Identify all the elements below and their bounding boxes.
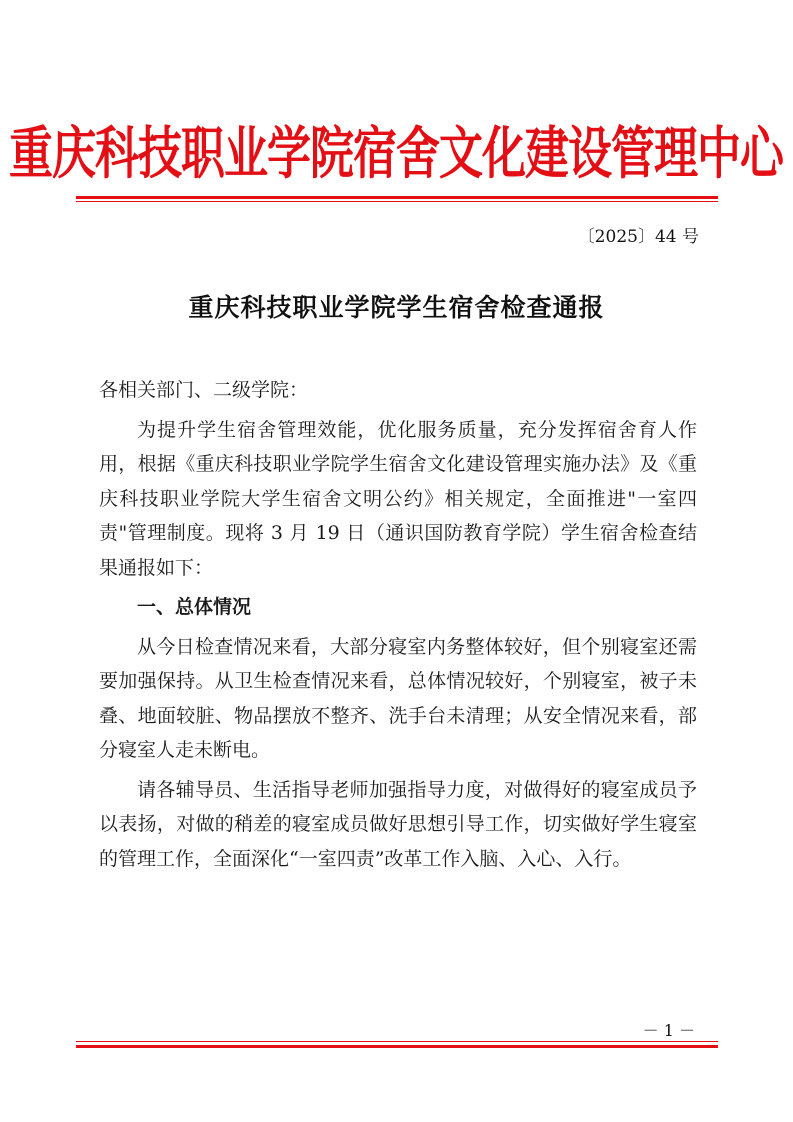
section-heading-overall: 一、总体情况 — [137, 596, 252, 618]
document-body — [99, 373, 697, 881]
paragraph-intro: 为提升学生宿舍管理效能，优化服务质量，充分发挥宿舍育人作用，根据《重庆科技职业学院学生宿舍文化建设管理实施办法》及《重庆科技职业学院大学生宿舍文明公约》相关规定，全面推进"一室四责"管理制度。现将 3 月 19 日（通识国防教育学院）学生宿舍检查结果通报如下： — [99, 418, 697, 579]
paragraph-request: 请各辅导员、生活指导老师加强指导力度，对做得好的寝室成员予以表扬，对做的稍差的寝室成员做好思想引导工作，切实做好学生寝室的管理工作，全面深化“一室四责”改革工作入脑、入心、入行。 — [99, 778, 697, 870]
footer-rule-thin — [76, 1041, 718, 1042]
paragraph-overall: 从今日检查情况来看，大部分寝室内务整体较好，但个别寝室还需要加强保持。从卫生检查情况来看，总体情况较好，个别寝室，被子未叠、地面较脏、物品摆放不整齐、洗手台未清理；从安全情况来看，部分寝室人走未断电。 — [99, 635, 697, 761]
header-rule-thin — [76, 201, 718, 202]
document-number: 〔2025〕44 号 — [577, 227, 699, 247]
document-title: 重庆科技职业学院学生宿舍检查通报 — [188, 293, 605, 322]
page-number: － 1 － — [642, 1021, 695, 1040]
org-letterhead-title: 重庆科技职业学院宿舍文化建设管理中心 — [9, 121, 783, 187]
salutation: 各相关部门、二级学院： — [99, 379, 309, 401]
header-rule-thick — [76, 196, 718, 199]
footer-rule-thick — [76, 1045, 718, 1048]
